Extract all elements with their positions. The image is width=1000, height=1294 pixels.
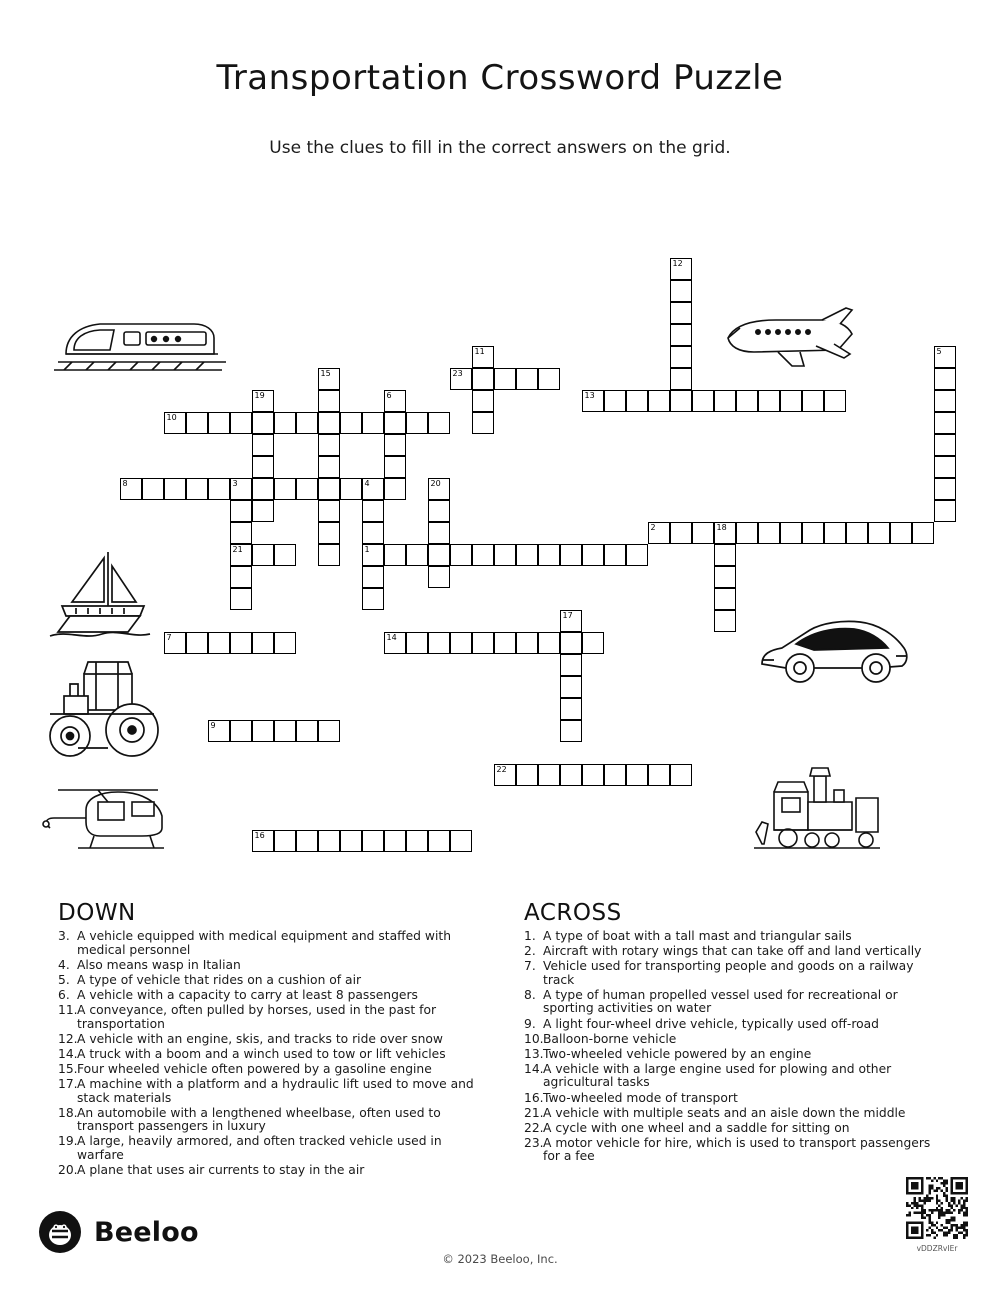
clue-item xyxy=(58,1164,478,1178)
clue-number: 21. xyxy=(524,1105,544,1120)
grid-cell[interactable] xyxy=(714,566,736,588)
grid-cell[interactable] xyxy=(362,500,384,522)
grid-cell[interactable] xyxy=(582,632,604,654)
clue-number: 12. xyxy=(58,1031,78,1046)
grid-cell[interactable] xyxy=(230,522,252,544)
clue-item xyxy=(524,960,944,987)
clue-number: 2. xyxy=(524,944,536,959)
grid-cell[interactable] xyxy=(406,830,428,852)
grid-cell[interactable] xyxy=(560,610,582,632)
grid-cell[interactable] xyxy=(428,632,450,654)
grid-cell[interactable] xyxy=(714,588,736,610)
grid-cell[interactable] xyxy=(714,390,736,412)
grid-cell[interactable] xyxy=(252,720,274,742)
clue-text: A type of vehicle that rides on a cushion of air xyxy=(77,972,362,987)
grid-cell[interactable] xyxy=(736,522,758,544)
grid-cell[interactable] xyxy=(362,544,384,566)
clue-item xyxy=(58,989,478,1003)
clue-text: Two-wheeled vehicle powered by an engine xyxy=(543,1046,812,1061)
grid-cell[interactable] xyxy=(384,434,406,456)
grid-cell[interactable] xyxy=(318,500,340,522)
clue-text: An automobile with a lengthened wheelbase, often used to transport passengers in luxury xyxy=(77,1105,441,1134)
grid-cell[interactable] xyxy=(560,654,582,676)
grid-cell[interactable] xyxy=(560,676,582,698)
grid-cell[interactable] xyxy=(648,390,670,412)
clue-number: 6. xyxy=(58,987,70,1002)
across-clue-list xyxy=(524,930,944,1164)
qr-code xyxy=(906,1177,968,1239)
grid-cell[interactable] xyxy=(516,632,538,654)
grid-cell[interactable] xyxy=(934,368,956,390)
grid-cell[interactable] xyxy=(120,478,142,500)
clue-number: 8. xyxy=(524,987,536,1002)
grid-cell[interactable] xyxy=(362,522,384,544)
grid-cell[interactable] xyxy=(318,390,340,412)
grid-cell[interactable] xyxy=(472,390,494,412)
clue-number: 11. xyxy=(58,1002,78,1017)
grid-cell[interactable] xyxy=(472,368,494,390)
clue-item xyxy=(58,1033,478,1047)
qr-label: vDDZRvIEr xyxy=(916,1244,958,1253)
grid-cell-number: 15 xyxy=(320,369,331,378)
grid-cell[interactable] xyxy=(648,522,670,544)
clue-text: A light four-wheel drive vehicle, typically used off-road xyxy=(543,1016,879,1031)
clue-number: 5. xyxy=(58,972,70,987)
grid-cell[interactable] xyxy=(296,478,318,500)
grid-cell[interactable] xyxy=(296,720,318,742)
clue-number: 23. xyxy=(524,1135,544,1150)
across-clues-column xyxy=(524,900,944,1166)
grid-cell[interactable] xyxy=(560,698,582,720)
grid-cell-number: 11 xyxy=(474,347,485,356)
clue-item xyxy=(524,1122,944,1136)
grid-cell[interactable] xyxy=(318,456,340,478)
clue-item xyxy=(58,1063,478,1077)
brand-logo xyxy=(38,1210,199,1254)
grid-cell[interactable] xyxy=(692,390,714,412)
grid-cell[interactable] xyxy=(560,720,582,742)
grid-cell[interactable] xyxy=(670,302,692,324)
grid-cell[interactable] xyxy=(340,830,362,852)
grid-cell[interactable] xyxy=(670,764,692,786)
grid-cell-number: 4 xyxy=(364,479,370,488)
grid-cell[interactable] xyxy=(362,412,384,434)
grid-cell[interactable] xyxy=(714,610,736,632)
clue-item xyxy=(524,930,944,944)
grid-cell[interactable] xyxy=(428,412,450,434)
grid-cell[interactable] xyxy=(318,434,340,456)
grid-cell[interactable] xyxy=(670,324,692,346)
grid-cell-number: 7 xyxy=(166,633,172,642)
grid-cell[interactable] xyxy=(494,368,516,390)
grid-cell[interactable] xyxy=(846,522,868,544)
grid-cell-number: 17 xyxy=(562,611,573,620)
grid-cell[interactable] xyxy=(516,764,538,786)
clue-text: A vehicle with a large engine used for plowing and other agricultural tasks xyxy=(543,1061,892,1090)
grid-cell[interactable] xyxy=(362,478,384,500)
clue-number: 13. xyxy=(524,1046,544,1061)
grid-cell[interactable] xyxy=(802,390,824,412)
grid-cell-number: 19 xyxy=(254,391,265,400)
grid-cell[interactable] xyxy=(296,412,318,434)
clue-item xyxy=(58,974,478,988)
grid-cell[interactable] xyxy=(186,412,208,434)
grid-cell[interactable] xyxy=(428,830,450,852)
grid-cell[interactable] xyxy=(780,390,802,412)
grid-cell[interactable] xyxy=(230,566,252,588)
down-clue-list xyxy=(58,930,478,1178)
grid-cell[interactable] xyxy=(494,544,516,566)
grid-cell[interactable] xyxy=(230,500,252,522)
grid-cell-number: 8 xyxy=(122,479,128,488)
grid-cell[interactable] xyxy=(604,544,626,566)
clue-text: Vehicle used for transporting people and goods on a railway track xyxy=(543,959,914,987)
grid-cell[interactable] xyxy=(582,764,604,786)
grid-cell[interactable] xyxy=(560,544,582,566)
clue-number: 22. xyxy=(524,1120,544,1135)
clue-number: 19. xyxy=(58,1134,78,1149)
grid-cell[interactable] xyxy=(758,522,780,544)
grid-cell[interactable] xyxy=(472,632,494,654)
grid-cell[interactable] xyxy=(692,522,714,544)
clues-section xyxy=(0,900,1000,1190)
clue-item xyxy=(524,1092,944,1106)
grid-cell[interactable] xyxy=(230,632,252,654)
clue-number: 3. xyxy=(58,929,70,943)
grid-cell-number: 5 xyxy=(936,347,942,356)
grid-cell[interactable] xyxy=(384,544,406,566)
clue-item xyxy=(524,1033,944,1047)
clue-text: Aircraft with rotary wings that can take off and land vertically xyxy=(543,944,922,959)
clue-number: 17. xyxy=(58,1076,78,1091)
clue-number: 10. xyxy=(524,1031,544,1046)
clue-text: A type of human propelled vessel used for recreational or sporting activities on water xyxy=(543,987,898,1016)
brand-name: Beeloo xyxy=(94,1216,199,1248)
grid-cell-number: 9 xyxy=(210,721,216,730)
clue-item xyxy=(58,959,478,973)
grid-cell[interactable] xyxy=(362,588,384,610)
clue-item xyxy=(58,1135,478,1162)
grid-cell[interactable] xyxy=(824,522,846,544)
grid-cell[interactable] xyxy=(252,478,274,500)
grid-cell[interactable] xyxy=(780,522,802,544)
grid-cell[interactable] xyxy=(318,478,340,500)
grid-cell[interactable] xyxy=(450,368,472,390)
grid-cell[interactable] xyxy=(384,456,406,478)
grid-cell[interactable] xyxy=(252,434,274,456)
clue-number: 18. xyxy=(58,1105,78,1120)
grid-cell[interactable] xyxy=(912,522,934,544)
qr-code-image xyxy=(906,1177,968,1239)
clue-text: Four wheeled vehicle often powered by a gasoline engine xyxy=(77,1061,432,1076)
down-heading: DOWN xyxy=(58,900,136,926)
clue-text: Also means wasp in Italian xyxy=(77,957,241,972)
grid-cell[interactable] xyxy=(604,764,626,786)
grid-cell[interactable] xyxy=(670,280,692,302)
grid-cell[interactable] xyxy=(670,346,692,368)
clue-number: 15. xyxy=(58,1061,78,1076)
grid-cell[interactable] xyxy=(516,368,538,390)
grid-cell[interactable] xyxy=(164,412,186,434)
grid-cell[interactable] xyxy=(758,390,780,412)
clue-item xyxy=(58,1004,478,1031)
grid-cell[interactable] xyxy=(230,720,252,742)
grid-cell[interactable] xyxy=(274,830,296,852)
clue-number: 9. xyxy=(524,1016,536,1031)
grid-cell[interactable] xyxy=(868,522,890,544)
grid-cell[interactable] xyxy=(384,412,406,434)
grid-cell-number: 10 xyxy=(166,413,177,422)
grid-cell[interactable] xyxy=(934,412,956,434)
grid-cell[interactable] xyxy=(208,720,230,742)
across-heading: ACROSS xyxy=(524,900,622,926)
grid-cell-number: 23 xyxy=(452,369,463,378)
grid-cell[interactable] xyxy=(538,368,560,390)
page-title: Transportation Crossword Puzzle xyxy=(216,58,784,98)
grid-cell[interactable] xyxy=(604,390,626,412)
grid-cell[interactable] xyxy=(252,632,274,654)
clue-number: 20. xyxy=(58,1163,78,1177)
grid-cell[interactable] xyxy=(164,478,186,500)
grid-cell[interactable] xyxy=(934,390,956,412)
clue-text: A motor vehicle for hire, which is used to transport passengers for a fee xyxy=(543,1135,931,1164)
grid-cell[interactable] xyxy=(340,478,362,500)
clue-text: Two-wheeled mode of transport xyxy=(543,1090,738,1105)
grid-cell[interactable] xyxy=(670,522,692,544)
grid-cell[interactable] xyxy=(186,632,208,654)
clue-item xyxy=(524,1048,944,1062)
grid-cell[interactable] xyxy=(934,478,956,500)
clue-item xyxy=(58,1107,478,1134)
grid-cell[interactable] xyxy=(384,830,406,852)
grid-cell[interactable] xyxy=(450,544,472,566)
page-subtitle: Use the clues to fill in the correct answers on the grid. xyxy=(269,138,731,158)
grid-cell[interactable] xyxy=(230,412,252,434)
grid-cell[interactable] xyxy=(670,390,692,412)
clue-text: A vehicle with an engine, skis, and tracks to ride over snow xyxy=(77,1031,443,1046)
grid-cell[interactable] xyxy=(472,412,494,434)
grid-cell[interactable] xyxy=(428,544,450,566)
grid-cell[interactable] xyxy=(252,412,274,434)
grid-cell-number: 12 xyxy=(672,259,683,268)
grid-cell[interactable] xyxy=(318,830,340,852)
grid-cell[interactable] xyxy=(208,478,230,500)
grid-cell[interactable] xyxy=(164,632,186,654)
grid-cell[interactable] xyxy=(714,544,736,566)
grid-cell[interactable] xyxy=(626,544,648,566)
grid-cell[interactable] xyxy=(230,478,252,500)
grid-cell[interactable] xyxy=(582,544,604,566)
grid-cell[interactable] xyxy=(384,390,406,412)
clue-item xyxy=(58,930,478,957)
grid-cell[interactable] xyxy=(648,764,670,786)
grid-cell[interactable] xyxy=(296,830,318,852)
clue-text: A cycle with one wheel and a saddle for sitting on xyxy=(543,1120,850,1135)
grid-cell[interactable] xyxy=(802,522,824,544)
grid-cell[interactable] xyxy=(560,764,582,786)
grid-cell[interactable] xyxy=(406,412,428,434)
bee-logo-icon xyxy=(38,1210,82,1254)
clue-text: A conveyance, often pulled by horses, used in the past for transportation xyxy=(77,1002,437,1031)
grid-cell[interactable] xyxy=(670,368,692,390)
grid-cell[interactable] xyxy=(274,544,296,566)
grid-cell[interactable] xyxy=(450,830,472,852)
copyright-text: © 2023 Beeloo, Inc. xyxy=(442,1252,558,1266)
grid-cell[interactable] xyxy=(934,500,956,522)
clue-item xyxy=(524,1018,944,1032)
grid-cell-number: 14 xyxy=(386,633,397,642)
grid-cell[interactable] xyxy=(186,478,208,500)
down-clues-column xyxy=(58,900,478,1179)
clue-text: A type of boat with a tall mast and triangular sails xyxy=(543,929,852,943)
grid-cell-number: 16 xyxy=(254,831,265,840)
grid-cell[interactable] xyxy=(538,764,560,786)
clue-number: 16. xyxy=(524,1090,544,1105)
clue-item xyxy=(524,1137,944,1164)
clue-text: Balloon-borne vehicle xyxy=(543,1031,677,1046)
grid-cell[interactable] xyxy=(494,764,516,786)
grid-cell[interactable] xyxy=(252,544,274,566)
grid-cell[interactable] xyxy=(274,632,296,654)
grid-cell[interactable] xyxy=(318,412,340,434)
clue-item xyxy=(524,989,944,1016)
grid-cell[interactable] xyxy=(252,830,274,852)
grid-cell-number: 1 xyxy=(364,545,370,554)
grid-cell[interactable] xyxy=(428,522,450,544)
grid-cell[interactable] xyxy=(560,632,582,654)
grid-cell-number: 2 xyxy=(650,523,656,532)
clue-item xyxy=(58,1078,478,1105)
grid-cell[interactable] xyxy=(340,412,362,434)
clue-text: A machine with a platform and a hydraulic lift used to move and stack materials xyxy=(77,1076,474,1105)
grid-cell[interactable] xyxy=(428,566,450,588)
grid-cell[interactable] xyxy=(318,522,340,544)
clue-text: A large, heavily armored, and often tracked vehicle used in warfare xyxy=(77,1134,442,1162)
grid-cell[interactable] xyxy=(362,566,384,588)
grid-cell[interactable] xyxy=(384,478,406,500)
clue-number: 14. xyxy=(524,1061,544,1076)
grid-cell[interactable] xyxy=(890,522,912,544)
grid-cell[interactable] xyxy=(406,544,428,566)
grid-cell[interactable] xyxy=(934,456,956,478)
grid-cell-number: 13 xyxy=(584,391,595,400)
grid-cell[interactable] xyxy=(406,632,428,654)
grid-cell-number: 18 xyxy=(716,523,727,532)
grid-cell[interactable] xyxy=(362,830,384,852)
grid-cell[interactable] xyxy=(428,500,450,522)
grid-cell[interactable] xyxy=(626,390,648,412)
grid-cell[interactable] xyxy=(516,544,538,566)
grid-cell[interactable] xyxy=(736,390,758,412)
clue-number: 14. xyxy=(58,1046,78,1061)
clue-text: A vehicle equipped with medical equipment and staffed with medical personnel xyxy=(77,929,451,957)
grid-cell[interactable] xyxy=(714,522,736,544)
grid-cell[interactable] xyxy=(626,764,648,786)
grid-cell[interactable] xyxy=(538,544,560,566)
grid-cell[interactable] xyxy=(450,632,472,654)
grid-cell-number: 21 xyxy=(232,545,243,554)
grid-cell[interactable] xyxy=(208,632,230,654)
grid-cell[interactable] xyxy=(428,478,450,500)
grid-cell[interactable] xyxy=(252,500,274,522)
grid-cell-number: 6 xyxy=(386,391,392,400)
clue-item xyxy=(524,945,944,959)
clue-number: 1. xyxy=(524,929,536,943)
grid-cell[interactable] xyxy=(670,258,692,280)
grid-cell[interactable] xyxy=(934,434,956,456)
grid-cell[interactable] xyxy=(274,412,296,434)
grid-cell[interactable] xyxy=(142,478,164,500)
grid-cell[interactable] xyxy=(318,368,340,390)
clue-text: A truck with a boom and a winch used to tow or lift vehicles xyxy=(77,1046,446,1061)
grid-cell[interactable] xyxy=(230,588,252,610)
grid-cell[interactable] xyxy=(318,544,340,566)
grid-cell[interactable] xyxy=(472,346,494,368)
clue-text: A vehicle with multiple seats and an aisle down the middle xyxy=(543,1105,906,1120)
grid-cell[interactable] xyxy=(274,478,296,500)
clue-item xyxy=(524,1063,944,1090)
clue-number: 4. xyxy=(58,957,70,972)
grid-cell[interactable] xyxy=(384,632,406,654)
grid-cell-number: 20 xyxy=(430,479,441,488)
grid-cell[interactable] xyxy=(318,720,340,742)
grid-cell[interactable] xyxy=(274,720,296,742)
grid-cell[interactable] xyxy=(252,456,274,478)
clue-item xyxy=(58,1048,478,1062)
grid-cell[interactable] xyxy=(252,390,274,412)
grid-cell[interactable] xyxy=(230,544,252,566)
grid-cell[interactable] xyxy=(934,346,956,368)
grid-cell[interactable] xyxy=(494,632,516,654)
grid-cell-number: 3 xyxy=(232,479,238,488)
grid-cell[interactable] xyxy=(582,390,604,412)
grid-cell[interactable] xyxy=(472,544,494,566)
clue-item xyxy=(524,1107,944,1121)
grid-cell[interactable] xyxy=(824,390,846,412)
clue-text: A plane that uses air currents to stay in the air xyxy=(77,1163,365,1177)
grid-cell-number: 22 xyxy=(496,765,507,774)
clue-number: 7. xyxy=(524,959,536,974)
grid-cell[interactable] xyxy=(538,632,560,654)
grid-cell[interactable] xyxy=(208,412,230,434)
clue-text: A vehicle with a capacity to carry at least 8 passengers xyxy=(77,987,418,1002)
